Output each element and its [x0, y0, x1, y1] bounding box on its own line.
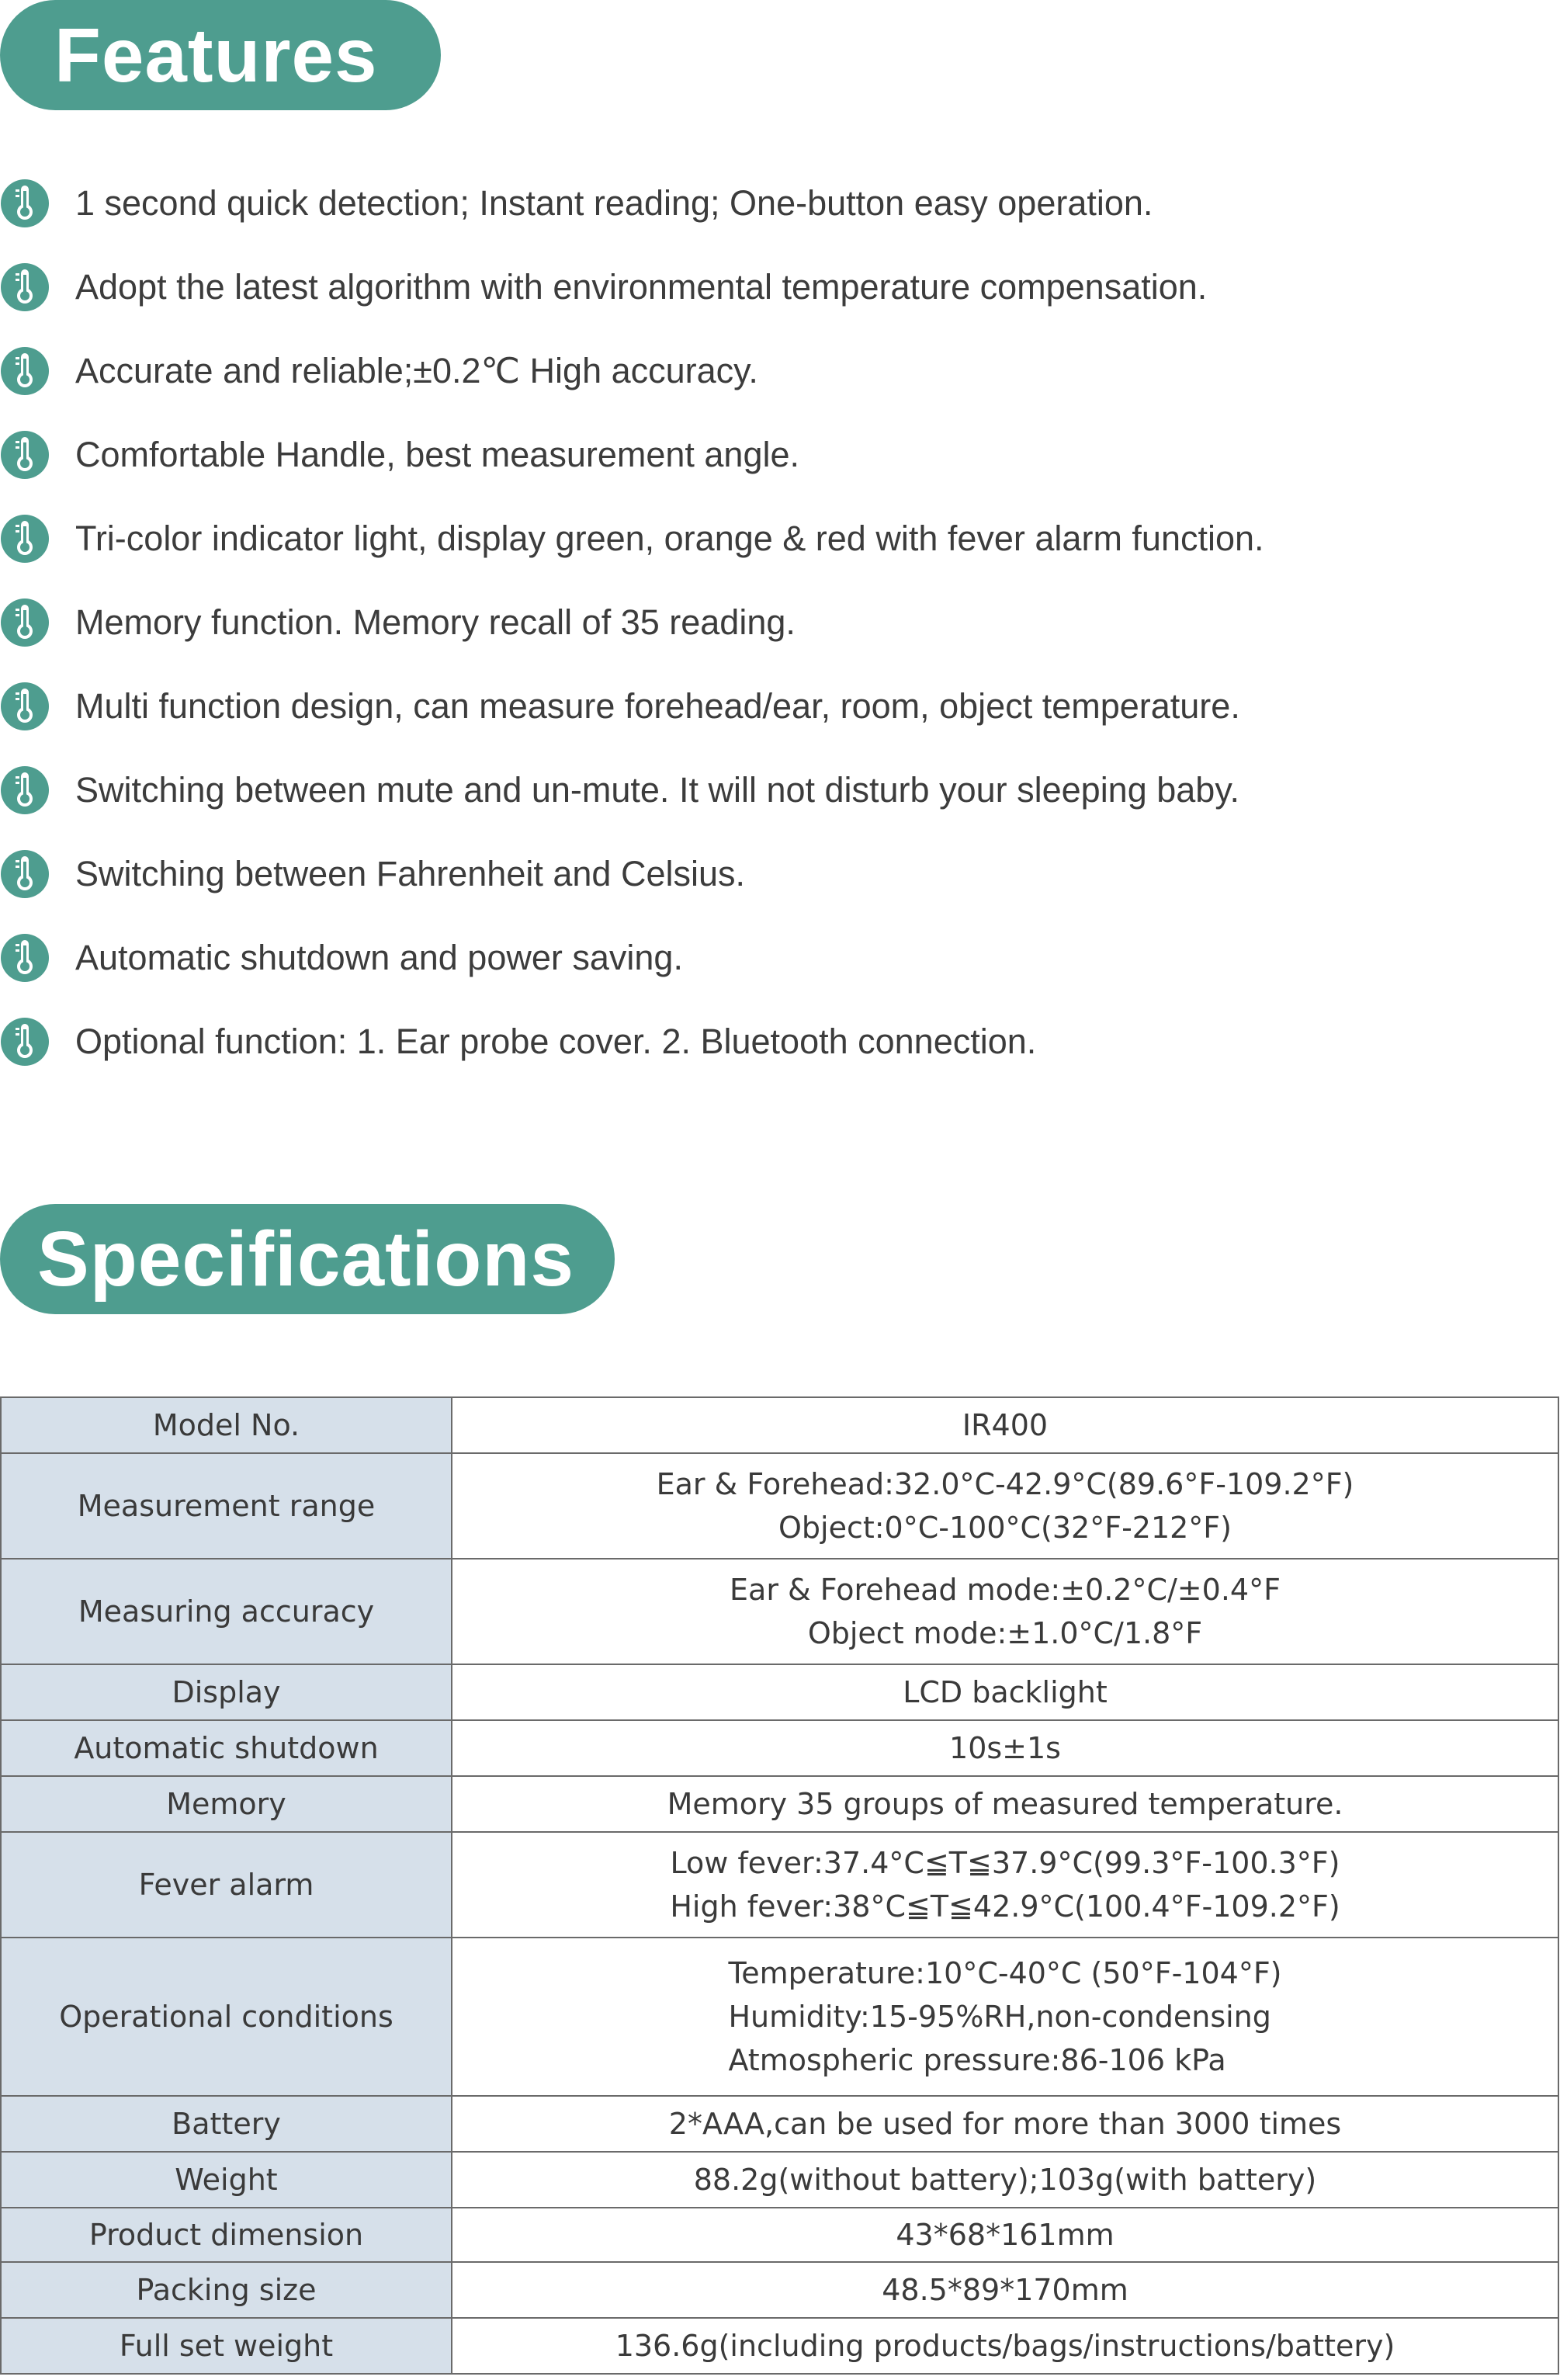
feature-item	[0, 413, 1521, 497]
spec-value-line: Ear & Forehead mode:±0.2°C/±0.4°F	[730, 1573, 1281, 1607]
spec-row	[1, 2318, 1558, 2374]
feature-text: Multi function design, can measure forehead/ear, room, object temperature.	[75, 686, 1240, 726]
spec-value	[452, 1453, 1558, 1559]
thermometer-icon	[0, 598, 50, 647]
spec-value-line: 2*AAA,can be used for more than 3000 times	[668, 2107, 1342, 2141]
spec-row	[1, 2096, 1558, 2152]
thermometer-icon	[0, 1017, 50, 1067]
spec-value-line: LCD backlight	[903, 1675, 1108, 1709]
spec-value-line: Memory 35 groups of measured temperature.	[667, 1787, 1343, 1821]
specifications-table	[0, 1396, 1559, 2375]
spec-label: Full set weight	[1, 2318, 452, 2374]
spec-value	[452, 1938, 1558, 2096]
spec-value-line: High fever:38°C≦T≦42.9°C(100.4°F-109.2°F)	[670, 1889, 1340, 1924]
spec-label: Memory	[1, 1776, 452, 1832]
thermometer-icon	[0, 933, 50, 983]
spec-value-line: 136.6g(including products/bags/instructions/battery)	[615, 2329, 1395, 2363]
thermometer-icon	[0, 179, 50, 228]
spec-value-line: Low fever:37.4°C≦T≦37.9°C(99.3°F-100.3°F)	[670, 1846, 1340, 1880]
feature-text: Automatic shutdown and power saving.	[75, 938, 683, 977]
feature-item	[0, 916, 1521, 1000]
feature-text: Accurate and reliable;±0.2℃ High accuracy.	[75, 351, 758, 390]
thermometer-icon	[0, 346, 50, 396]
spec-row	[1, 1664, 1558, 1720]
spec-row	[1, 2262, 1558, 2318]
spec-row	[1, 1776, 1558, 1832]
feature-item	[0, 581, 1521, 664]
feature-item	[0, 497, 1521, 581]
spec-row	[1, 1453, 1558, 1559]
spec-label: Operational conditions	[1, 1938, 452, 2096]
spec-value	[452, 2096, 1558, 2152]
spec-value-line: IR400	[962, 1408, 1049, 1442]
spec-label: Product dimension	[1, 2208, 452, 2262]
spec-label: Packing size	[1, 2262, 452, 2318]
features-heading: Features	[0, 0, 441, 110]
spec-label: Measuring accuracy	[1, 1559, 452, 1664]
spec-value-line: 48.5*89*170mm	[882, 2273, 1128, 2307]
feature-text: Switching between mute and un-mute. It will not disturb your sleeping baby.	[75, 770, 1239, 810]
spec-value	[452, 2318, 1558, 2374]
feature-text: Tri-color indicator light, display green, orange & red with fever alarm function.	[75, 519, 1264, 558]
spec-row	[1, 1938, 1558, 2096]
spec-value	[452, 1776, 1558, 1832]
spec-value-line: 88.2g(without battery);103g(with battery)	[693, 2163, 1317, 2197]
spec-label: Display	[1, 1664, 452, 1720]
spec-value-line: Ear & Forehead:32.0°C-42.9°C(89.6°F-109.2°F)	[656, 1467, 1354, 1501]
spec-label: Automatic shutdown	[1, 1720, 452, 1776]
spec-value	[452, 1397, 1558, 1453]
spec-value-line: 43*68*161mm	[896, 2218, 1115, 2252]
feature-item	[0, 161, 1521, 245]
spec-value-line: Object:0°C-100°C(32°F-212°F)	[778, 1511, 1232, 1545]
thermometer-icon	[0, 682, 50, 731]
spec-value	[452, 1720, 1558, 1776]
spec-value-line: Temperature:10°C-40°C (50°F-104°F)	[728, 1956, 1282, 1990]
feature-text: Comfortable Handle, best measurement angle.	[75, 435, 800, 474]
feature-text: 1 second quick detection; Instant reading; One-button easy operation.	[75, 183, 1153, 223]
spec-label: Battery	[1, 2096, 452, 2152]
feature-text: Switching between Fahrenheit and Celsius.	[75, 854, 745, 893]
feature-item	[0, 664, 1521, 748]
spec-row	[1, 1397, 1558, 1453]
feature-item	[0, 329, 1521, 413]
feature-text: Adopt the latest algorithm with environmental temperature compensation.	[75, 267, 1208, 307]
feature-item	[0, 748, 1521, 832]
spec-value	[452, 2152, 1558, 2208]
spec-row	[1, 2208, 1558, 2262]
feature-text: Memory function. Memory recall of 35 reading.	[75, 602, 796, 642]
spec-value	[452, 2208, 1558, 2262]
spec-value	[452, 2262, 1558, 2318]
feature-item	[0, 245, 1521, 329]
spec-row	[1, 1720, 1558, 1776]
thermometer-icon	[0, 262, 50, 312]
thermometer-icon	[0, 765, 50, 815]
spec-value	[452, 1664, 1558, 1720]
spec-label: Measurement range	[1, 1453, 452, 1559]
feature-item	[0, 1000, 1521, 1084]
thermometer-icon	[0, 514, 50, 564]
spec-value-line: Humidity:15-95%RH,non-condensing	[728, 2000, 1271, 2034]
spec-value-line: Object mode:±1.0°C/1.8°F	[807, 1616, 1203, 1650]
spec-label: Weight	[1, 2152, 452, 2208]
feature-item	[0, 832, 1521, 916]
spec-value	[452, 1832, 1558, 1938]
features-list	[0, 161, 1521, 1084]
spec-value-line: 10s±1s	[949, 1731, 1061, 1765]
spec-label: Fever alarm	[1, 1832, 452, 1938]
spec-row	[1, 1559, 1558, 1664]
spec-value	[452, 1559, 1558, 1664]
thermometer-icon	[0, 430, 50, 480]
spec-row	[1, 2152, 1558, 2208]
spec-row	[1, 1832, 1558, 1938]
thermometer-icon	[0, 849, 50, 899]
feature-text: Optional function: 1. Ear probe cover. 2. Bluetooth connection.	[75, 1022, 1037, 1061]
specifications-heading: Specifications	[0, 1204, 615, 1314]
spec-label: Model No.	[1, 1397, 452, 1453]
spec-value-line: Atmospheric pressure:86-106 kPa	[728, 2043, 1226, 2077]
